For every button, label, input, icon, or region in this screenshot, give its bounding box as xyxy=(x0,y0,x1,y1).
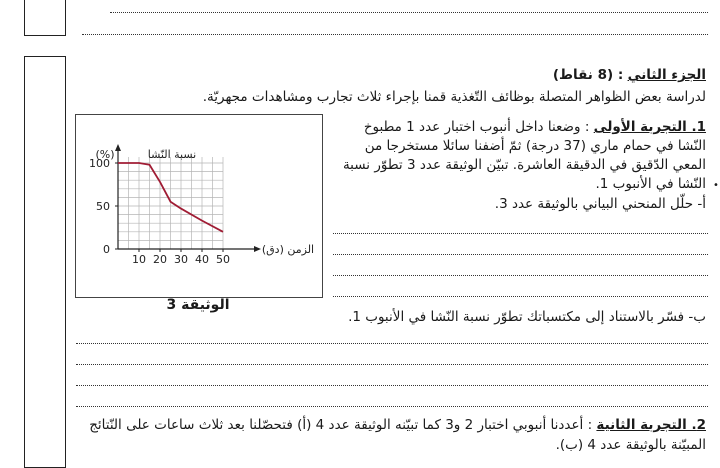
bullet-mark: • xyxy=(713,180,719,191)
y-tick-label: 0 xyxy=(103,243,110,256)
answer-line xyxy=(76,343,708,344)
question-b: ب- فسّر بالاستناد إلى مكتسباتك تطوّر نسبة النّشا في الأنبوب 1. xyxy=(348,309,706,325)
document3-chart xyxy=(75,114,321,296)
y-axis-label: نسبة النّشا xyxy=(147,148,197,161)
experiment2-line2: المبيّنة بالوثيقة عدد 4 (ب). xyxy=(555,437,706,453)
chart-grid xyxy=(118,157,223,249)
margin-box-top xyxy=(24,0,66,36)
experiment1-line1: 1. التجربة الأولى : وضعنا داخل أنبوب اختبار عدد 1 مطبوخ xyxy=(363,119,706,135)
answer-line xyxy=(82,34,708,35)
y-axis-arrow xyxy=(115,144,121,151)
y-unit: (%) xyxy=(95,148,115,161)
x-tick-label: 10 xyxy=(132,253,146,266)
x-tick-label: 20 xyxy=(153,253,167,266)
section-header xyxy=(553,66,706,85)
x-axis-arrow xyxy=(254,246,261,252)
y-tick-label: 100 xyxy=(89,157,110,170)
experiment2-line1: 2. التجربة الثانية : أعددنا أنبوبي اختبار 2 و3 كما تبيّنه الوثيقة عدد 4 (أ) فتحصّلنا بعد ثلاث ساعات على النّتائج xyxy=(89,417,706,433)
experiment2-label: 2. التجربة الثانية xyxy=(596,417,706,433)
section-intro: لدراسة بعض الظواهر المتصلة بوظائف التّغذية قمنا بإجراء ثلاث تجارب ومشاهدات مجهريّة. xyxy=(202,89,706,105)
document3-caption: الوثيقة 3 xyxy=(166,297,230,313)
section-points: : (8 نقاط) xyxy=(552,67,624,83)
answer-line xyxy=(333,254,708,255)
question-a: أ- حلّل المنحني البياني بالوثيقة عدد 3. xyxy=(494,196,706,212)
answer-line xyxy=(333,233,708,234)
answer-line xyxy=(333,275,708,276)
experiment1-line3: المعي الدّقيق في الدقيقة العاشرة. تبيّن الوثيقة عدد 3 تطوّر نسبة xyxy=(342,157,706,173)
x-tick-label: 30 xyxy=(174,253,188,266)
experiment1-line2: النّشا في حمام ماري (37 درجة) ثمّ أضفنا سائلا مستخرجا من xyxy=(364,138,706,154)
experiment1-label: 1. التجربة الأولى xyxy=(593,119,706,135)
x-axis-label: الزمن (دق) xyxy=(261,243,315,256)
answer-line xyxy=(110,12,708,13)
y-tick-label: 50 xyxy=(96,200,110,213)
answer-line xyxy=(76,364,708,365)
answer-line xyxy=(333,296,708,297)
x-tick-label: 50 xyxy=(216,253,230,266)
experiment1-line4: النّشا في الأنبوب 1. xyxy=(595,176,706,192)
margin-box xyxy=(24,56,66,468)
section-title: الجزء الثاني xyxy=(627,67,706,83)
answer-line xyxy=(76,406,708,407)
x-tick-label: 40 xyxy=(195,253,209,266)
answer-line xyxy=(76,385,708,386)
